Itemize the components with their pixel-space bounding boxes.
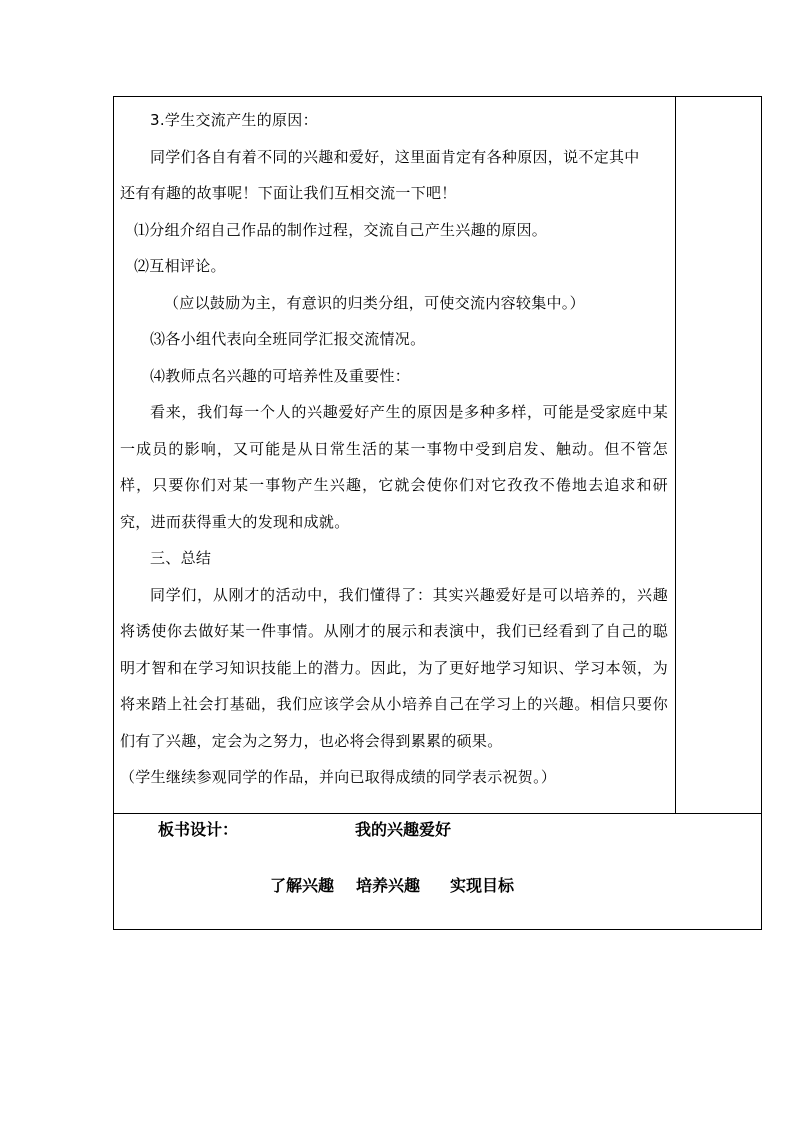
- closing-note: （学生继续参观同学的作品，并向已取得成绩的同学表示祝贺。）: [120, 768, 557, 786]
- table-row-divider: [113, 813, 762, 814]
- lesson-content-cell: [120, 102, 668, 796]
- section-summary-heading: 三、总结: [150, 549, 212, 567]
- table-column-divider: [675, 96, 676, 814]
- step-1: ⑴分组介绍自己作品的制作过程，交流自己产生兴趣的原因。: [134, 220, 548, 239]
- board-item: 实现目标: [450, 876, 515, 895]
- heading-reason: 3.学生交流产生的原因：: [150, 111, 318, 129]
- step-4: ⑷教师点名兴趣的可培养性及重要性：: [150, 366, 411, 385]
- teacher-note: （应以鼓励为主，有意识的归类分组，可使交流内容较集中。）: [164, 293, 585, 312]
- board-design-title: 我的兴趣爱好: [355, 820, 452, 839]
- intro-line-1: 同学们各自有着不同的兴趣和爱好，这里面肯定有各种原因，说不定其中: [150, 147, 640, 166]
- board-item: 培养兴趣: [356, 876, 421, 895]
- board-item: 了解兴趣: [270, 876, 335, 895]
- board-design-items: [270, 874, 514, 898]
- intro-line-2: 还有有趣的故事呢！下面让我们互相交流一下吧！: [120, 184, 457, 202]
- step-3: ⑶各小组代表向全班同学汇报交流情况。: [150, 330, 426, 348]
- board-design-label: 板书设计：: [158, 820, 239, 839]
- paragraph-reason: 看来，我们每一个人的兴趣爱好产生的原因是多种多样，可能是受家庭中某一成员的影响，又可能是从日常生活的某一事物中受到启发、触动。但不管怎样，只要你们对某一事物产生兴趣，它就会使你们对它孜孜不倦地去追求和研究，进而获得重大的发现和成就。: [120, 403, 668, 531]
- step-2: ⑵互相评论。: [134, 257, 226, 275]
- paragraph-summary: 同学们，从刚才的活动中，我们懂得了：其实兴趣爱好是可以培养的，兴趣将诱使你去做好某一件事情。从刚才的展示和表演中，我们已经看到了自己的聪明才智和在学习知识技能上的潜力。因此，为了更好地学习知识、学习本领，为将来踏上社会打基础，我们应该学会从小培养自己在学习上的兴趣。相信只要你们有了兴趣，定会为之努力，也必将会得到累累的硕果。: [120, 585, 668, 750]
